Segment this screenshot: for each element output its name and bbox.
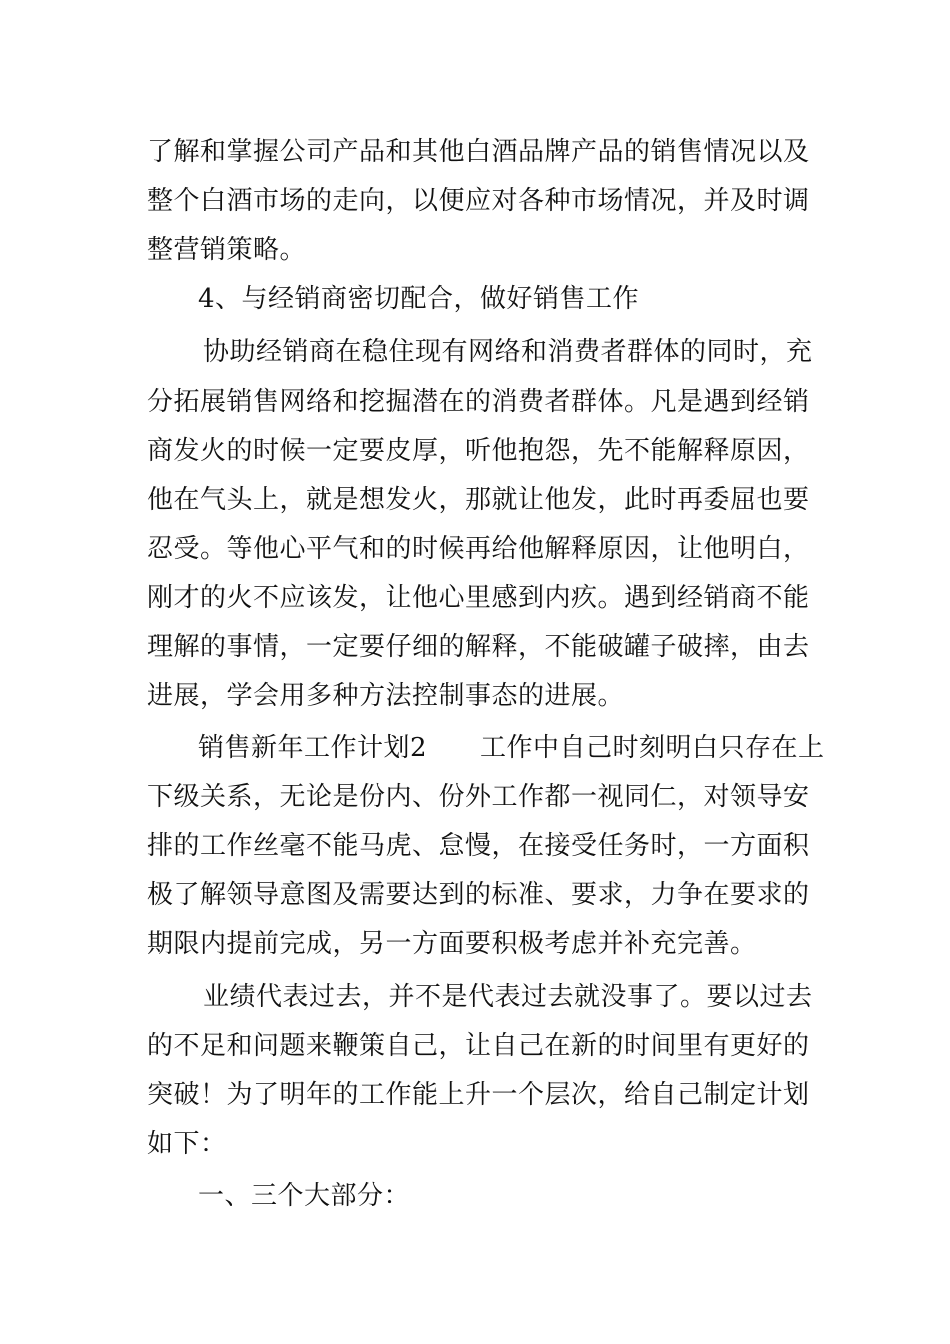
text-line: 排的工作丝毫不能马虎、怠慢，在接受任务时，一方面积	[147, 831, 810, 861]
text-line: 如下：	[147, 1129, 227, 1159]
text-line: 下级关系，无论是份内、份外工作都一视同仁，对领导安	[147, 782, 810, 812]
text-line: 刚才的火不应该发，让他心里感到内疚。遇到经销商不能	[147, 583, 810, 613]
text-line: 突破！为了明年的工作能上升一个层次，给自己制定计划	[147, 1080, 810, 1110]
text-line: 整营销策略。	[147, 235, 307, 265]
text-line: 的不足和问题来鞭策自己，让自己在新的时间里有更好的	[147, 1031, 810, 1061]
text-line: 进展，学会用多种方法控制事态的进展。	[147, 681, 625, 711]
text-line: 忍受。等他心平气和的时候再给他解释原因，让他明白，	[147, 534, 810, 564]
text-line: 协助经销商在稳住现有网络和消费者群体的同时，充	[203, 337, 813, 367]
text-line: 极了解领导意图及需要达到的标准、要求，力争在要求的	[147, 880, 810, 910]
text-line: 业绩代表过去，并不是代表过去就没事了。要以过去	[203, 982, 813, 1012]
text-line: 销售新年工作计划2 工作中自己时刻明白只存在上	[198, 733, 825, 763]
section-heading: 一、三个大部分：	[198, 1181, 411, 1211]
text-line: 期限内提前完成，另一方面要积极考虑并补充完善。	[147, 929, 757, 959]
text-line: 商发火的时候一定要皮厚，听他抱怨，先不能解释原因，	[147, 436, 810, 466]
text-line: 理解的事情，一定要仔细的解释，不能破罐子破摔，由去	[147, 632, 810, 662]
text-line: 分拓展销售网络和挖掘潜在的消费者群体。凡是遇到经销	[147, 387, 810, 417]
text-line: 他在气头上，就是想发火，那就让他发，此时再委屈也要	[147, 485, 810, 515]
text-line: 整个白酒市场的走向，以便应对各种市场情况，并及时调	[147, 186, 810, 216]
text-line: 了解和掌握公司产品和其他白酒品牌产品的销售情况以及	[147, 137, 810, 167]
section-heading: 4、与经销商密切配合，做好销售工作	[198, 284, 640, 314]
